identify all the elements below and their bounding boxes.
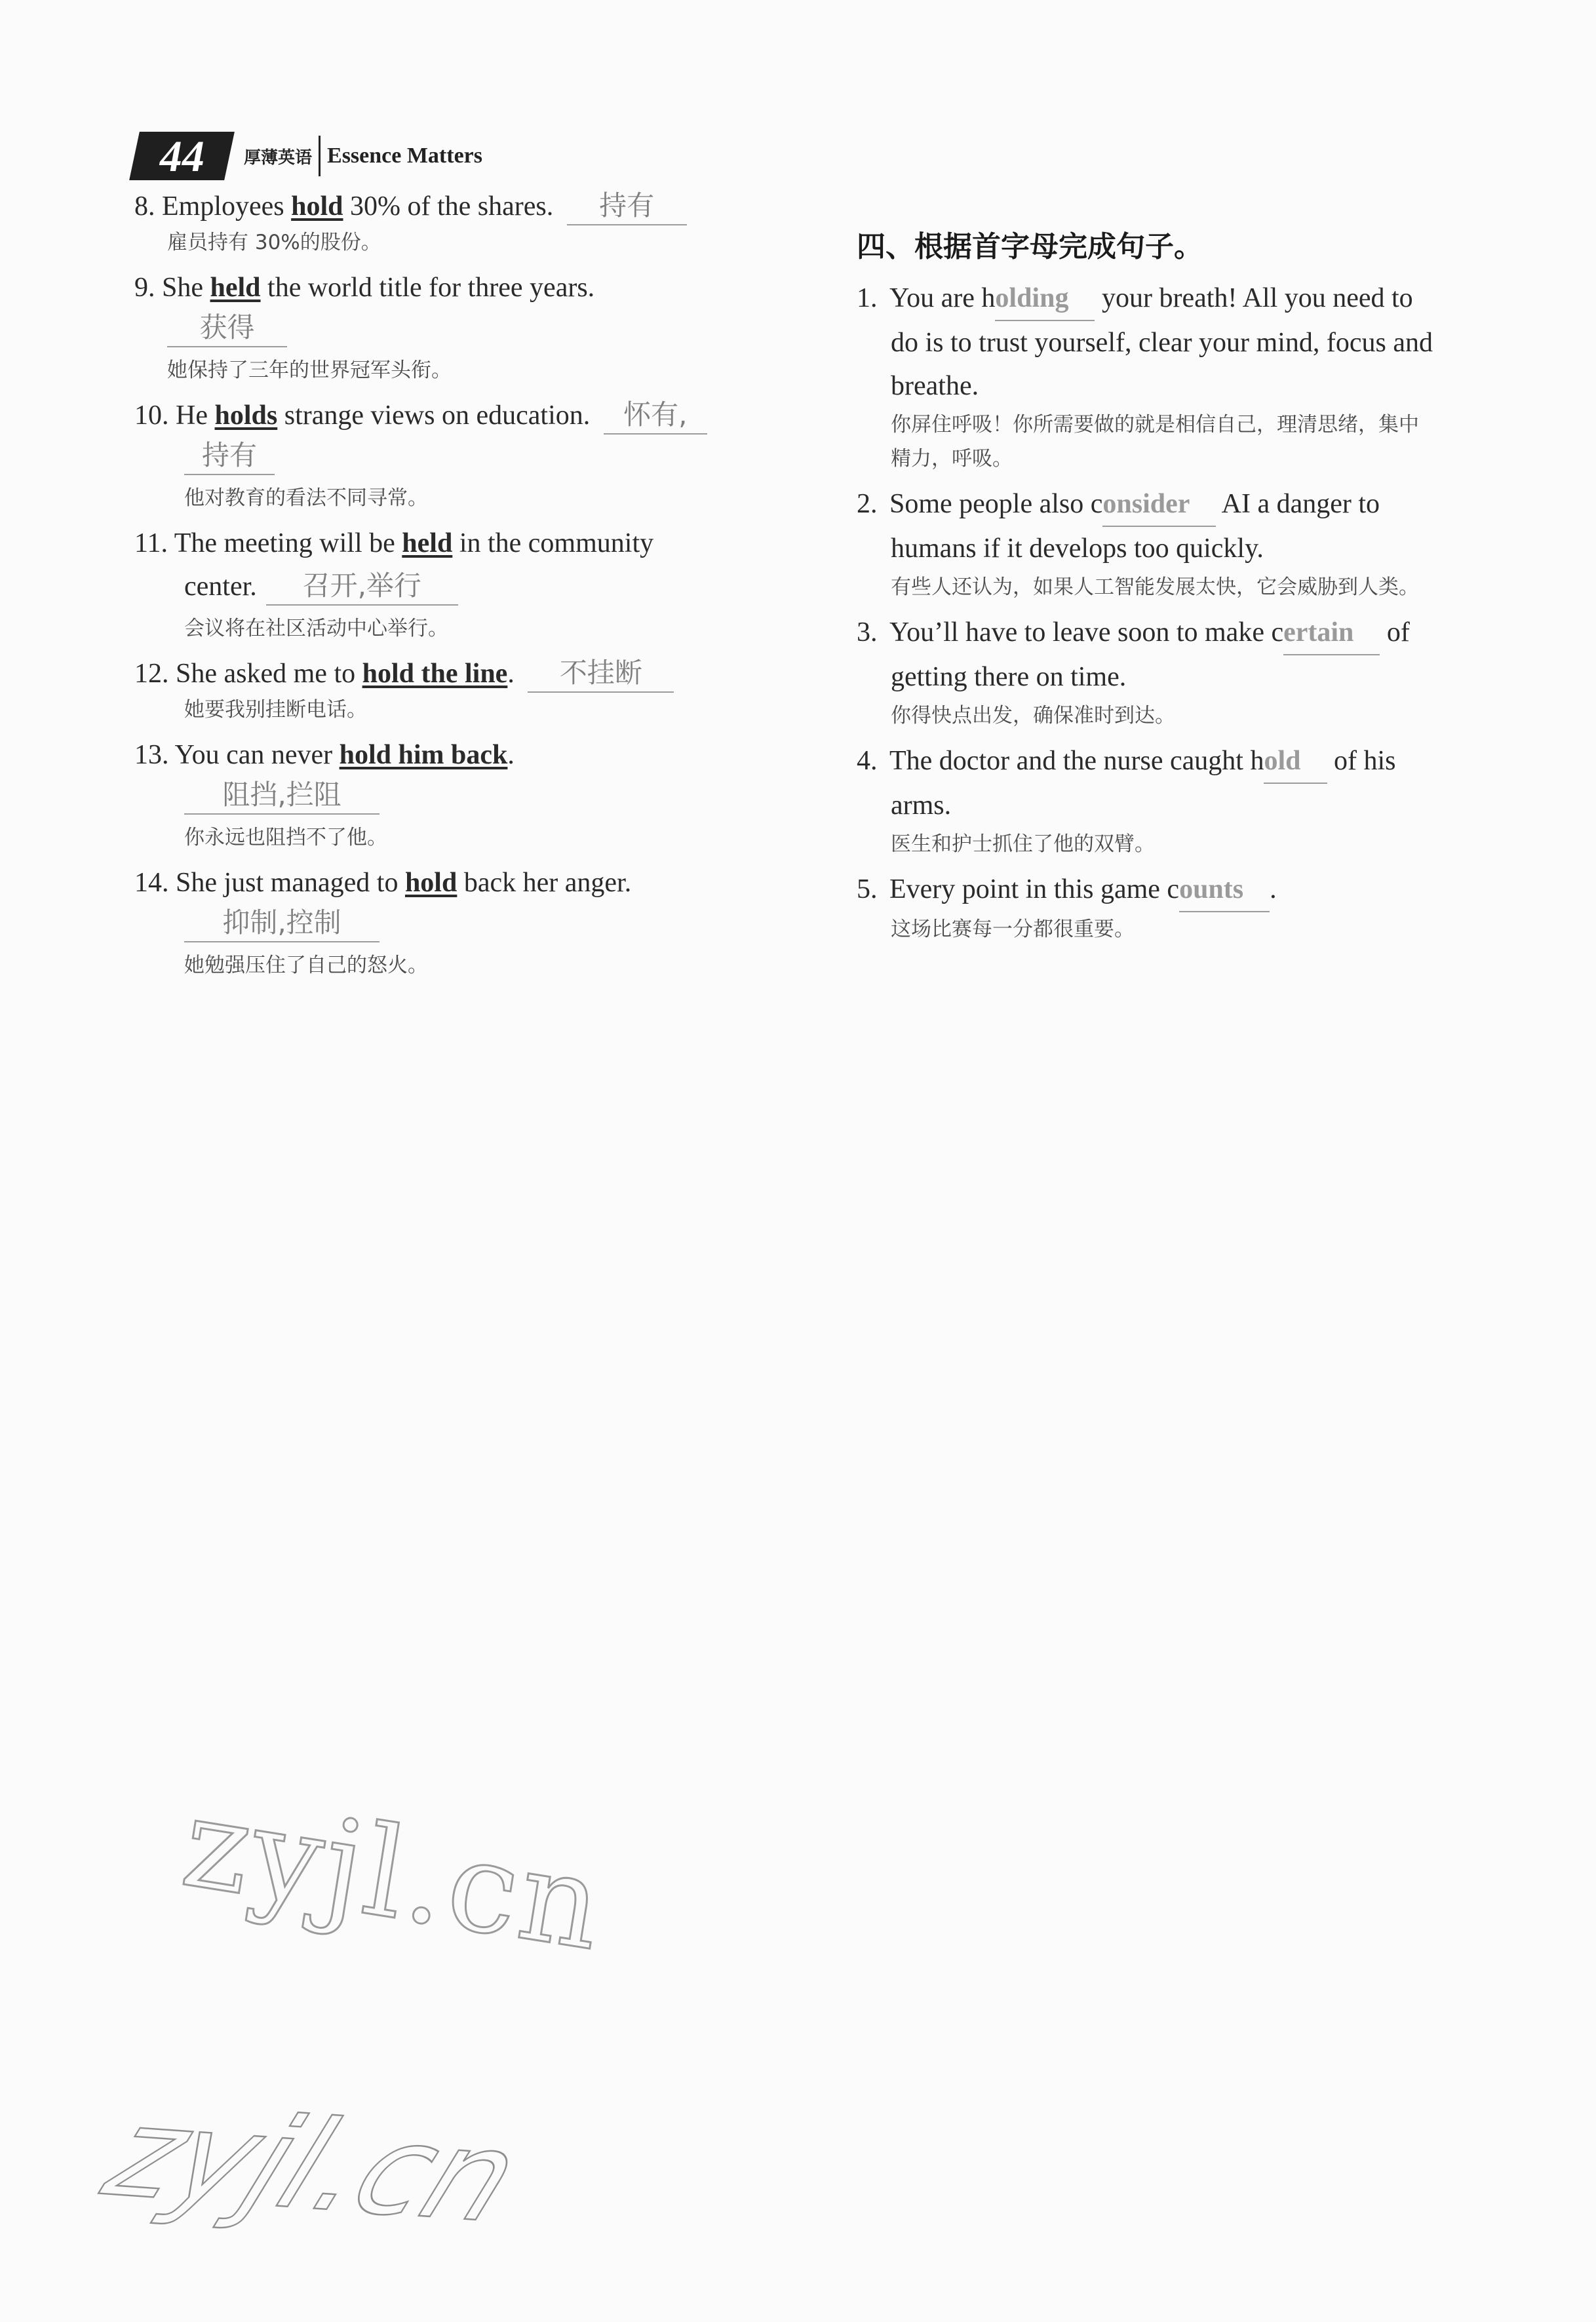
exercise-sentence: 4. The doctor and the nurse caught hold of his xyxy=(857,739,1515,784)
keyword: hold him back xyxy=(339,740,508,770)
translation: 这场比赛每一分都很重要。 xyxy=(891,918,1135,941)
fill-item-3: 3. You’ll have to leave soon to make certain of getting there on time. 你得快点出发，确保准时到达。 xyxy=(857,611,1515,733)
fill-item-1: 1. You are holding your breath! All you need to do is to trust yourself, clear your mind, focus and breathe. 你屏住呼吸！你所需要做的就是相信自己，理清思绪，集中 精力，呼吸。 xyxy=(857,277,1515,476)
exercise-sentence: 3. You’ll have to leave soon to make certain of xyxy=(857,611,1515,655)
exercise-item-12 xyxy=(134,652,773,727)
exercise-sentence: 8. Employees hold 30% of the shares. 持有 xyxy=(134,185,773,228)
translation: 你屏住呼吸！你所需要做的就是相信自己，理清思绪，集中 xyxy=(891,413,1419,436)
answer-blank: 阻挡,拦阻 xyxy=(184,777,380,815)
answer-blank: 持有 xyxy=(567,187,687,225)
exercise-item-8 xyxy=(134,185,773,260)
translation: 她要我别挂断电话。 xyxy=(184,698,367,722)
fill-answer: olding xyxy=(995,277,1095,321)
translation: 他对教育的看法不同寻常。 xyxy=(184,486,428,510)
watermark: zyjl.cn xyxy=(174,1770,614,1979)
translation-continued: 精力，呼吸。 xyxy=(891,447,1013,471)
page-header xyxy=(134,130,482,182)
exercise-sentence: 13. You can never hold him back. xyxy=(134,740,515,770)
answer-blank: 获得 xyxy=(167,309,287,347)
exercise-sentence: 1. You are holding your breath! All you need to xyxy=(857,277,1515,321)
keyword: holds xyxy=(214,400,278,431)
book-title: Essence Matters xyxy=(327,144,482,168)
page-number-badge xyxy=(129,132,235,180)
keyword: held xyxy=(402,528,453,558)
fill-item-4: 4. The doctor and the nurse caught hold of his arms. 医生和护士抓住了他的双臂。 xyxy=(857,739,1515,861)
translation: 有些人还认为，如果人工智能发展太快，它会威胁到人类。 xyxy=(891,575,1419,599)
series-name: 厚薄英语 xyxy=(244,147,313,168)
watermark: zyjl.cn xyxy=(87,2081,539,2250)
exercise-item-14 xyxy=(134,861,773,982)
page-number: 44 xyxy=(159,130,204,181)
translation: 你得快点出发，确保准时到达。 xyxy=(891,704,1175,727)
translation: 你永远也阻挡不了他。 xyxy=(184,826,387,849)
keyword: held xyxy=(210,273,261,303)
exercise-sentence: 12. She asked me to hold the line. 不挂断 xyxy=(134,652,773,695)
answer-blank-continued: 持有 xyxy=(184,437,275,475)
answer-blank: 召开,举行 xyxy=(266,568,458,606)
section-title: 四、根据首字母完成句子。 xyxy=(857,230,1203,263)
exercise-sentence: 2. Some people also consider AI a danger to xyxy=(857,482,1515,527)
exercise-item-9 xyxy=(134,266,773,387)
fill-answer: onsider xyxy=(1102,482,1216,527)
exercise-item-13 xyxy=(134,733,773,855)
header-divider xyxy=(319,136,321,176)
answer-blank: 怀有, xyxy=(604,397,707,435)
exercise-sentence: 11. The meeting will be held in the community xyxy=(134,528,654,558)
fill-item-2: 2. Some people also consider AI a danger to humans if it develops too quickly. 有些人还认为，如果人工智能发展太快，它会威胁到人类。 xyxy=(857,482,1515,604)
exercise-item-10 xyxy=(134,394,773,515)
fill-item-5 xyxy=(857,868,1515,946)
fill-answer: old xyxy=(1264,739,1327,784)
exercise-item-11: 11. The meeting will be held in the community center. 召开,举行 会议将在社区活动中心举行。 xyxy=(134,522,773,646)
exercise-sentence: 9. She held the world title for three years. xyxy=(134,273,595,303)
answer-blank: 不挂断 xyxy=(528,655,674,693)
keyword: hold the line xyxy=(362,659,508,689)
exercise-sentence: 14. She just managed to hold back her anger. xyxy=(134,868,632,898)
translation: 雇员持有 30%的股份。 xyxy=(167,231,381,254)
translation: 她保持了三年的世界冠军头衔。 xyxy=(167,358,452,382)
left-column xyxy=(134,185,773,989)
translation: 会议将在社区活动中心举行。 xyxy=(184,617,448,640)
exercise-sentence: 5. Every point in this game counts . xyxy=(857,868,1515,912)
keyword: hold xyxy=(404,868,457,898)
translation: 医生和护士抓住了他的双臂。 xyxy=(891,832,1155,856)
fill-answer: ounts xyxy=(1179,868,1270,912)
exercise-sentence: 10. He holds strange views on education. 怀有, xyxy=(134,394,773,437)
answer-blank: 抑制,控制 xyxy=(184,904,380,942)
keyword: hold xyxy=(291,191,343,222)
fill-answer: ertain xyxy=(1283,611,1380,655)
right-column xyxy=(857,223,1515,953)
translation: 她勉强压住了自己的怒火。 xyxy=(184,954,428,977)
